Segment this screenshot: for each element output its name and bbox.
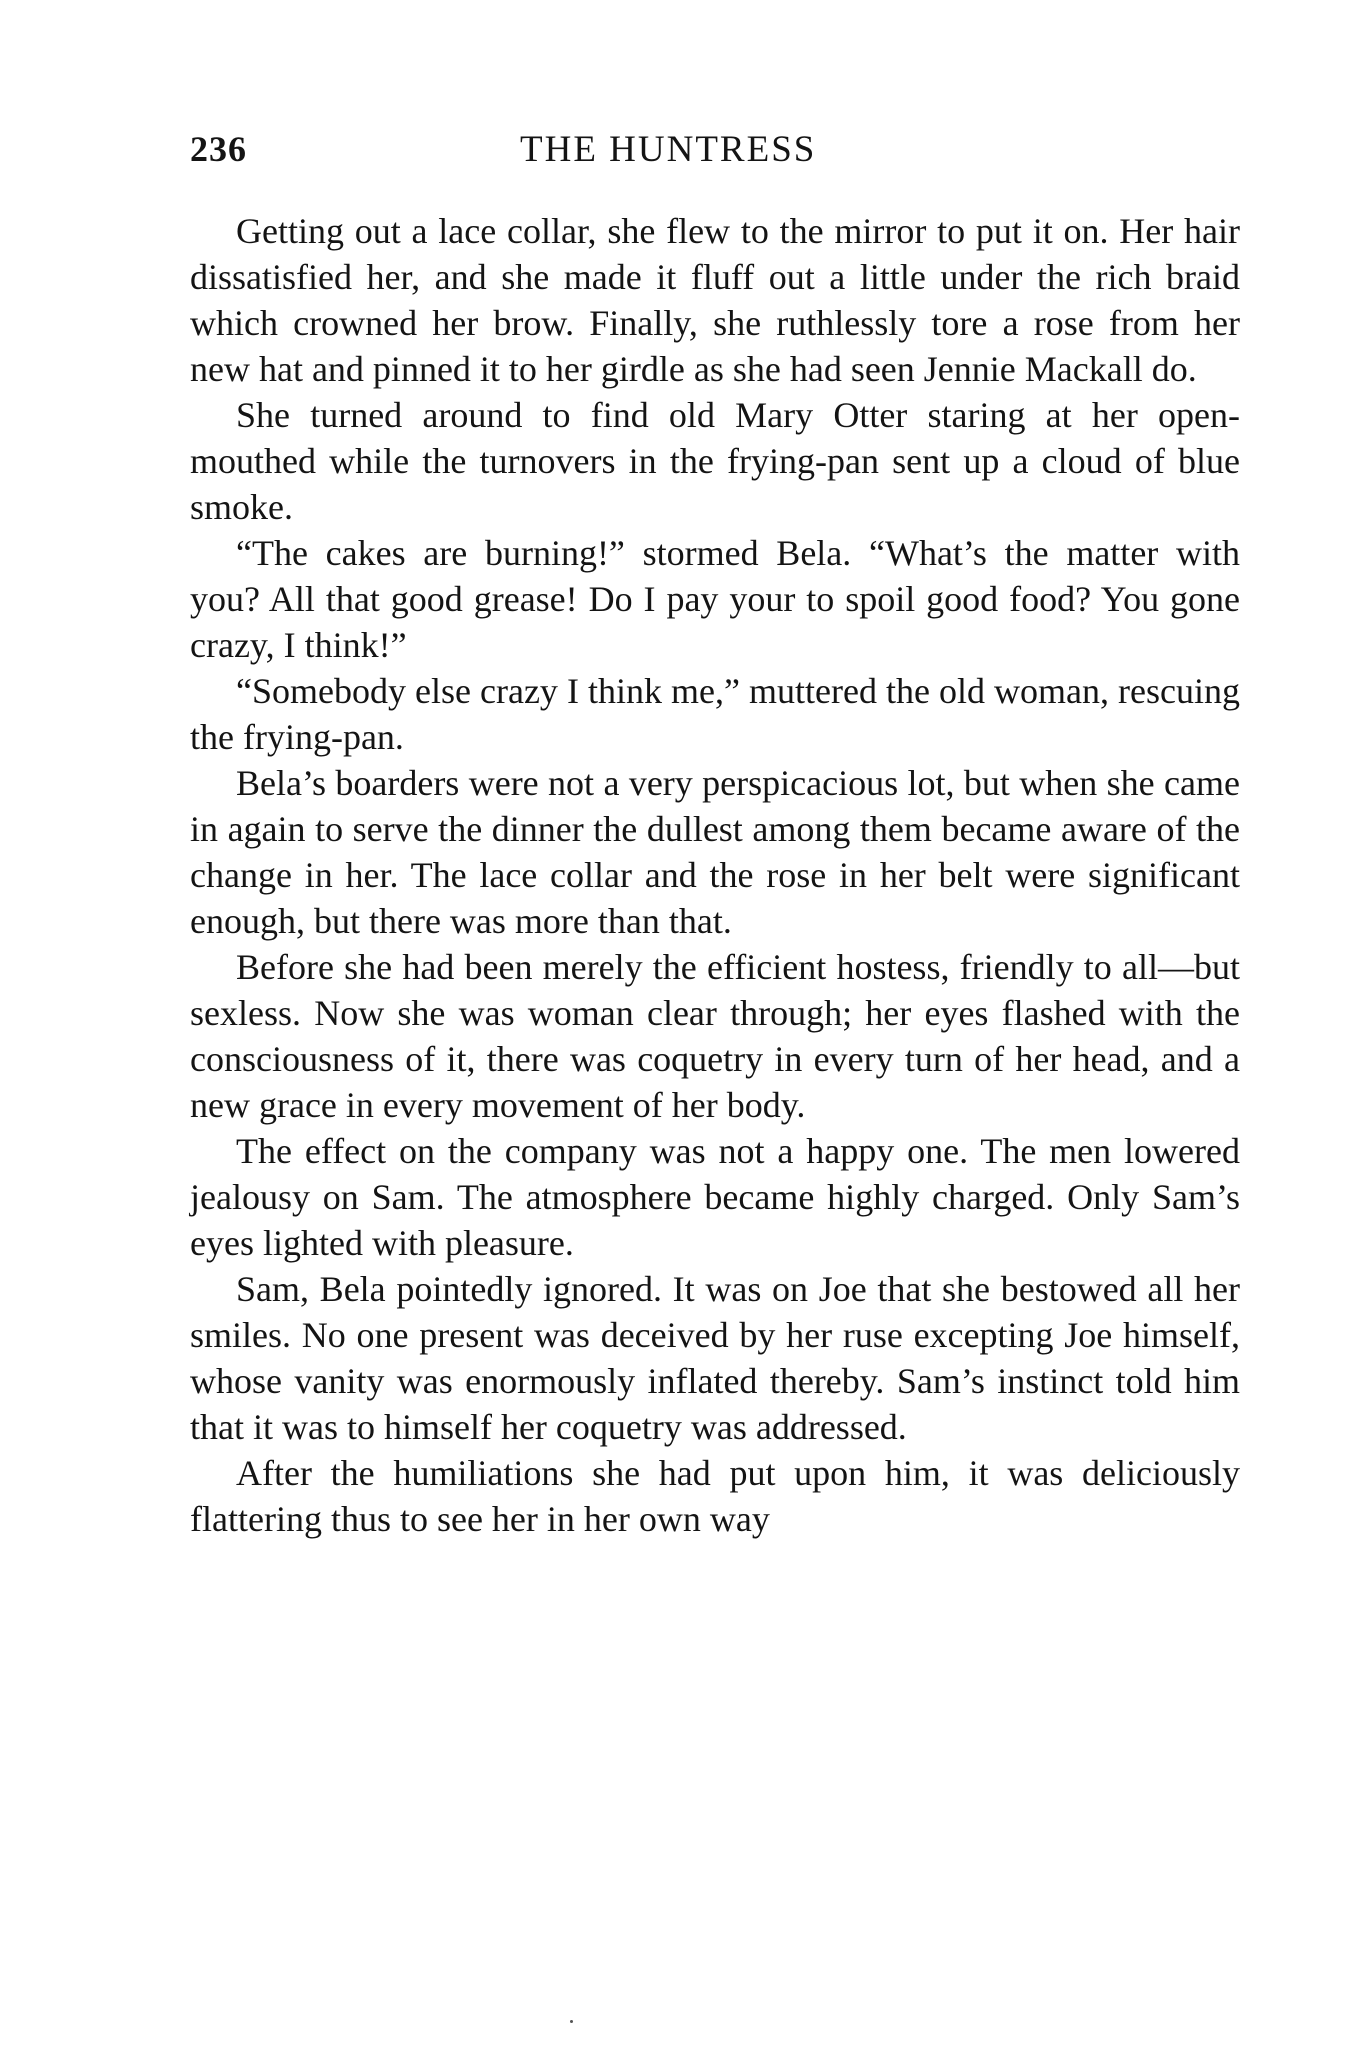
paragraph: “The cakes are burning!” stormed Bela. “What’s the matter with you? All that good grease! Do I pay your to spoil good food? You gone crazy, I think!” bbox=[190, 533, 1240, 665]
page-number: 236 bbox=[190, 129, 247, 169]
paragraph: “Somebody else crazy I think me,” muttered the old woman, rescuing the frying-pan. bbox=[190, 671, 1240, 757]
paragraph: Before she had been merely the efficient hostess, friendly to all—but sexless. Now she was woman clear through; her eyes flashed with the consciousness of it, there was coquetry in every turn of her head, and a new grace in every movement of her body. bbox=[190, 947, 1240, 1125]
paragraph: After the humiliations she had put upon him, it was deliciously flattering thus to see her in her own way bbox=[190, 1453, 1240, 1539]
body-text bbox=[190, 208, 1240, 1542]
paragraph: The effect on the company was not a happy one. The men lowered jealousy on Sam. The atmosphere became highly charged. Only Sam’s eyes lighted with pleasure. bbox=[190, 1131, 1240, 1263]
paragraph: She turned around to find old Mary Otter staring at her open-mouthed while the turnovers in the frying-pan sent up a cloud of blue smoke. bbox=[190, 395, 1240, 527]
running-title: THE HUNTRESS bbox=[520, 129, 817, 170]
paragraph: Sam, Bela pointedly ignored. It was on Joe that she bestowed all her smiles. No one present was deceived by her ruse excepting Joe himself, whose vanity was enormously inflated thereby. Sam’s instinct told him that it was to himself her coquetry was addressed. bbox=[190, 1269, 1240, 1447]
paragraph: Bela’s boarders were not a very perspicacious lot, but when she came in again to serve the dinner the dullest among them became aware of the change in her. The lace collar and the rose in her belt were significant enough, but there was more than that. bbox=[190, 763, 1240, 941]
paragraph: Getting out a lace collar, she flew to the mirror to put it on. Her hair dissatisfied her, and she made it fluff out a little under the rich braid which crowned her brow. Finally, she ruthlessly tore a rose from her new hat and pinned it to her girdle as she had seen Jennie Mackall do. bbox=[190, 211, 1240, 389]
page-header bbox=[190, 128, 1240, 178]
print-speck bbox=[570, 2020, 573, 2023]
